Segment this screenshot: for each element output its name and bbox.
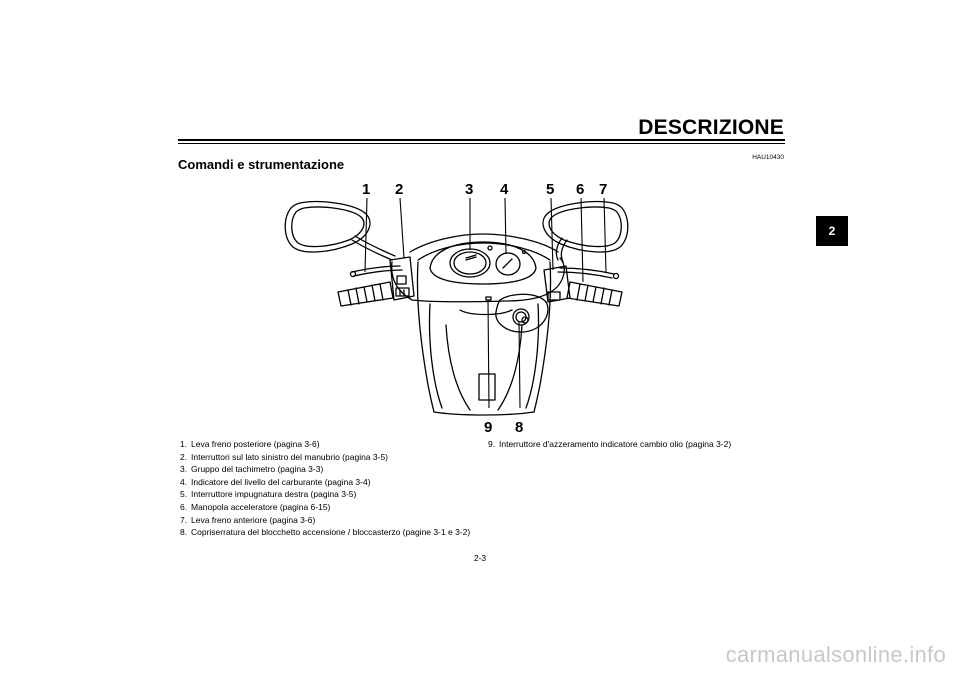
legend-item-number: 5.	[180, 489, 188, 500]
legend-item	[180, 463, 476, 476]
section-code: HAU10430	[752, 154, 784, 161]
chapter-tab[interactable]: 2	[816, 216, 848, 246]
callout-3: 3	[465, 181, 474, 198]
callout-9: 9	[484, 419, 493, 436]
legend-item-text: Leva freno anteriore (pagina 3-6)	[191, 514, 316, 525]
page-number: 2-3	[473, 553, 487, 563]
legend-item	[180, 476, 476, 489]
subsection-title: Comandi e strumentazione	[178, 157, 345, 172]
legend-item-text: Interruttore d'azzeramento indicatore cambio olio (pagina 3-2)	[499, 439, 732, 449]
legend-item-text: Interruttori sul lato sinistro del manubrio (pagina 3-5)	[191, 451, 389, 462]
legend-left-column	[180, 438, 476, 539]
legend-item-number: 1.	[180, 439, 188, 449]
legend-item	[180, 501, 476, 514]
left-grip	[338, 257, 414, 306]
callout-4: 4	[500, 181, 509, 198]
left-mirror	[285, 202, 395, 260]
legend-item	[180, 526, 476, 539]
oil-reset-button	[486, 297, 491, 300]
legend-item	[180, 451, 476, 464]
legend-right-column	[488, 438, 788, 451]
legend-item-number: 7.	[180, 514, 188, 525]
header-rule	[178, 139, 785, 141]
callout-2: 2	[395, 181, 404, 198]
legend-item-number: 6.	[180, 501, 188, 512]
callout-7: 7	[599, 181, 608, 198]
callout-6: 6	[576, 181, 585, 198]
right-mirror	[543, 202, 628, 262]
legend-item-number: 3.	[180, 464, 188, 475]
instrument-cluster	[430, 242, 536, 284]
legend-item	[180, 514, 476, 527]
legend-item-number: 2.	[180, 451, 188, 462]
section-title: DESCRIZIONE	[638, 116, 784, 139]
header-rule-thin	[178, 143, 785, 144]
legend-item-number: 9.	[488, 439, 496, 449]
legend-item-text: Copriserratura del blocchetto accensione / bloccasterzo (pagine 3-1 e 3-2)	[191, 527, 471, 538]
legend-item-text: Gruppo del tachimetro (pagina 3-3)	[191, 464, 324, 475]
callout-1: 1	[362, 181, 371, 198]
legend-item-number: 8.	[180, 527, 188, 538]
legend-item-text: Interruttore impugnatura destra (pagina 3-5)	[191, 489, 357, 500]
legend-item-number: 4.	[180, 476, 188, 487]
legend-item	[180, 488, 476, 501]
callout-8: 8	[515, 419, 524, 436]
legend-item	[488, 438, 788, 451]
legend-item-text: Leva freno posteriore (pagina 3-6)	[191, 439, 320, 449]
legend-item	[180, 438, 476, 451]
front-body	[392, 234, 565, 415]
callout-5: 5	[546, 181, 555, 198]
legend-item-text: Indicatore del livello del carburante (pagina 3-4)	[191, 476, 371, 487]
watermark: carmanualsonline.info	[725, 642, 946, 667]
scooter-handlebar-illustration	[276, 176, 636, 436]
legend-item-text: Manopola acceleratore (pagina 6-15)	[191, 501, 331, 512]
